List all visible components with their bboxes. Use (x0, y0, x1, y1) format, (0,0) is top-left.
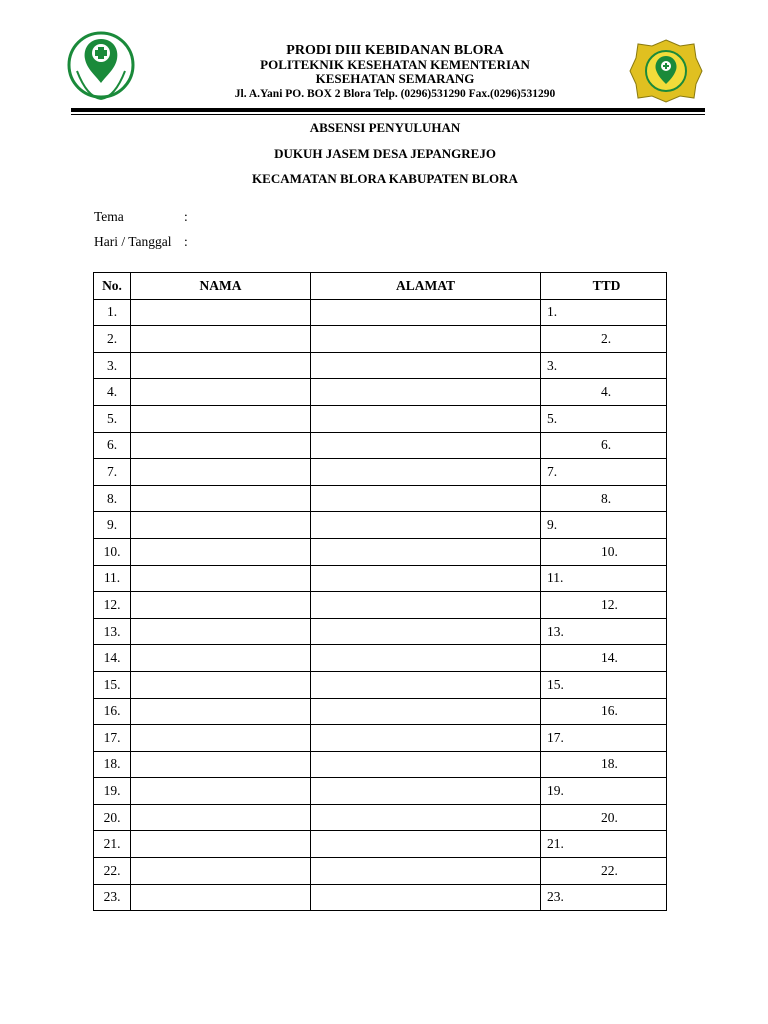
ttd-cell[interactable]: 11. (541, 565, 667, 592)
nama-cell[interactable] (131, 538, 311, 565)
hari-tanggal-colon: : (184, 234, 188, 249)
row-number: 3. (94, 352, 131, 379)
table-row (94, 804, 667, 831)
row-number: 17. (94, 725, 131, 752)
letterhead-line3: KESEHATAN SEMARANG (315, 71, 475, 86)
letterhead (140, 43, 650, 102)
alamat-cell[interactable] (311, 725, 541, 752)
header-nama: NAMA (131, 273, 311, 300)
row-number: 22. (94, 858, 131, 885)
document-titles (100, 119, 670, 196)
alamat-cell[interactable] (311, 858, 541, 885)
table-row (94, 645, 667, 672)
alamat-cell[interactable] (311, 352, 541, 379)
table-row (94, 592, 667, 619)
table-row (94, 485, 667, 512)
alamat-cell[interactable] (311, 538, 541, 565)
ttd-cell[interactable]: 19. (541, 778, 667, 805)
row-number: 10. (94, 538, 131, 565)
nama-cell[interactable] (131, 326, 311, 353)
row-number: 20. (94, 804, 131, 831)
row-number: 14. (94, 645, 131, 672)
header-alamat: ALAMAT (311, 273, 541, 300)
nama-cell[interactable] (131, 379, 311, 406)
nama-cell[interactable] (131, 485, 311, 512)
row-number: 4. (94, 379, 131, 406)
row-number: 7. (94, 459, 131, 486)
alamat-cell[interactable] (311, 299, 541, 326)
ttd-cell[interactable]: 1. (541, 299, 667, 326)
row-number: 13. (94, 618, 131, 645)
table-header-row (94, 273, 667, 300)
header-ttd: TTD (541, 273, 667, 300)
row-number: 1. (94, 299, 131, 326)
nama-cell[interactable] (131, 405, 311, 432)
table-row (94, 512, 667, 539)
row-number: 12. (94, 592, 131, 619)
alamat-cell[interactable] (311, 751, 541, 778)
ttd-cell[interactable]: 13. (541, 618, 667, 645)
hari-tanggal-label: Hari / Tanggal (94, 234, 172, 249)
alamat-cell[interactable] (311, 778, 541, 805)
nama-cell[interactable] (131, 512, 311, 539)
row-number: 2. (94, 326, 131, 353)
table-row (94, 671, 667, 698)
table-row (94, 884, 667, 911)
alamat-cell[interactable] (311, 645, 541, 672)
alamat-cell[interactable] (311, 459, 541, 486)
row-number: 18. (94, 751, 131, 778)
nama-cell[interactable] (131, 352, 311, 379)
nama-cell[interactable] (131, 618, 311, 645)
tema-colon: : (184, 209, 188, 224)
nama-cell[interactable] (131, 299, 311, 326)
table-row (94, 565, 667, 592)
letterhead-line2: POLITEKNIK KESEHATAN KEMENTERIAN (260, 57, 530, 72)
row-number: 23. (94, 884, 131, 911)
nama-cell[interactable] (131, 565, 311, 592)
title-kecamatan: KECAMATAN BLORA KABUPATEN BLORA (252, 171, 518, 186)
alamat-cell[interactable] (311, 804, 541, 831)
table-row (94, 299, 667, 326)
row-number: 8. (94, 485, 131, 512)
table-row (94, 379, 667, 406)
alamat-cell[interactable] (311, 831, 541, 858)
alamat-cell[interactable] (311, 405, 541, 432)
ttd-cell[interactable]: 14. (541, 645, 667, 672)
row-number: 16. (94, 698, 131, 725)
table-row (94, 751, 667, 778)
nama-cell[interactable] (131, 459, 311, 486)
table-row (94, 725, 667, 752)
nama-cell[interactable] (131, 671, 311, 698)
ttd-cell[interactable]: 7. (541, 459, 667, 486)
alamat-cell[interactable] (311, 698, 541, 725)
letterhead-line1: PRODI DIII KEBIDANAN BLORA (286, 43, 504, 58)
ttd-cell[interactable]: 10. (541, 538, 667, 565)
ttd-cell[interactable]: 22. (541, 858, 667, 885)
table-row (94, 405, 667, 432)
ttd-cell[interactable]: 15. (541, 671, 667, 698)
alamat-cell[interactable] (311, 512, 541, 539)
ttd-cell[interactable]: 4. (541, 379, 667, 406)
nama-cell[interactable] (131, 698, 311, 725)
alamat-cell[interactable] (311, 379, 541, 406)
ttd-cell[interactable]: 23. (541, 884, 667, 911)
attendance-table (93, 272, 667, 911)
table-row (94, 538, 667, 565)
ttd-cell[interactable]: 21. (541, 831, 667, 858)
row-number: 19. (94, 778, 131, 805)
row-number: 15. (94, 671, 131, 698)
table-row (94, 698, 667, 725)
alamat-cell[interactable] (311, 565, 541, 592)
ttd-cell[interactable]: 17. (541, 725, 667, 752)
title-dukuh: DUKUH JASEM DESA JEPANGREJO (274, 145, 496, 161)
nama-cell[interactable] (131, 858, 311, 885)
nama-cell[interactable] (131, 831, 311, 858)
row-number: 6. (94, 432, 131, 459)
ttd-cell[interactable]: 12. (541, 592, 667, 619)
table-row (94, 352, 667, 379)
nama-cell[interactable] (131, 751, 311, 778)
ttd-cell[interactable]: 8. (541, 485, 667, 512)
nama-cell[interactable] (131, 778, 311, 805)
letterhead-rule-thick (71, 108, 705, 112)
header-no: No. (94, 273, 131, 300)
tema-field (94, 209, 188, 225)
table-row (94, 432, 667, 459)
ttd-cell[interactable]: 5. (541, 405, 667, 432)
row-number: 9. (94, 512, 131, 539)
hari-tanggal-field (94, 234, 188, 250)
tema-label: Tema (94, 209, 124, 224)
alamat-cell[interactable] (311, 432, 541, 459)
alamat-cell[interactable] (311, 671, 541, 698)
ttd-cell[interactable]: 20. (541, 804, 667, 831)
ttd-cell[interactable]: 6. (541, 432, 667, 459)
alamat-cell[interactable] (311, 326, 541, 353)
nama-cell[interactable] (131, 645, 311, 672)
table-row (94, 618, 667, 645)
row-number: 5. (94, 405, 131, 432)
alamat-cell[interactable] (311, 618, 541, 645)
bakti-husada-logo (67, 27, 135, 103)
nama-cell[interactable] (131, 592, 311, 619)
letterhead-address: Jl. A.Yani PO. BOX 2 Blora Telp. (0296)531290 Fax.(0296)531290 (234, 88, 556, 100)
ttd-cell[interactable]: 2. (541, 326, 667, 353)
ttd-cell[interactable]: 16. (541, 698, 667, 725)
letterhead-rule-thin (71, 114, 705, 115)
ttd-cell[interactable]: 9. (541, 512, 667, 539)
nama-cell[interactable] (131, 804, 311, 831)
nama-cell[interactable] (131, 725, 311, 752)
ttd-cell[interactable]: 18. (541, 751, 667, 778)
row-number: 11. (94, 565, 131, 592)
row-number: 21. (94, 831, 131, 858)
alamat-cell[interactable] (311, 485, 541, 512)
table-row (94, 858, 667, 885)
table-row (94, 459, 667, 486)
ttd-cell[interactable]: 3. (541, 352, 667, 379)
table-row (94, 326, 667, 353)
table-row (94, 831, 667, 858)
table-row (94, 778, 667, 805)
alamat-cell[interactable] (311, 884, 541, 911)
nama-cell[interactable] (131, 884, 311, 911)
nama-cell[interactable] (131, 432, 311, 459)
title-absensi: ABSENSI PENYULUHAN (309, 120, 461, 135)
alamat-cell[interactable] (311, 592, 541, 619)
